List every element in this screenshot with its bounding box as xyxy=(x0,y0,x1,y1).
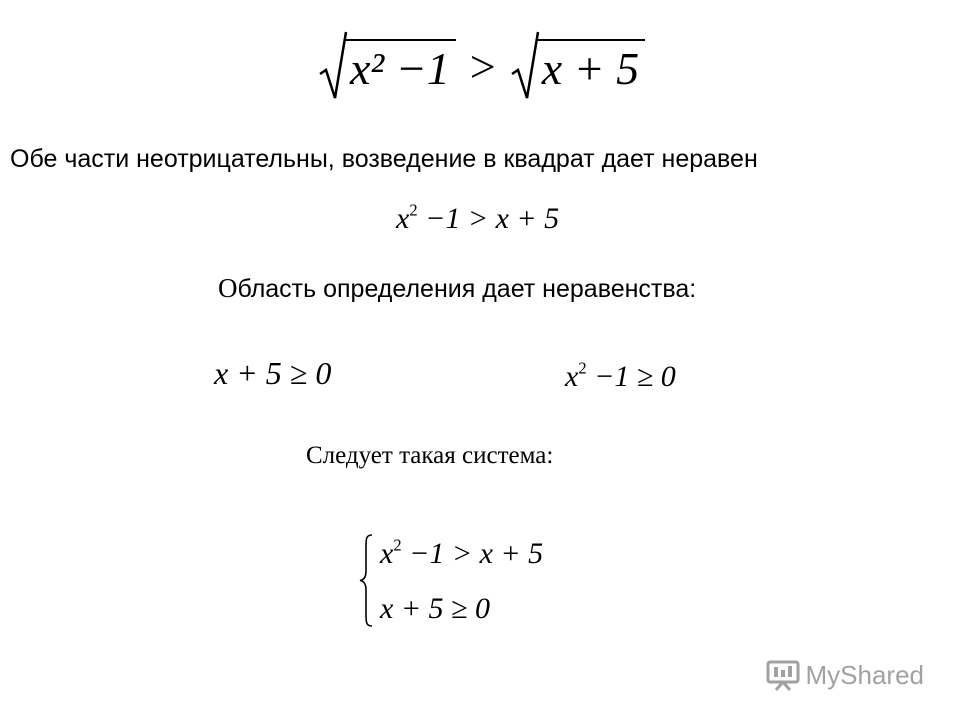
left-radical xyxy=(318,30,456,102)
variable-x: x xyxy=(380,537,394,570)
right-radical xyxy=(510,30,645,102)
explanation-squaring: Обе части неотрицательны, возведение в квадрат дает неравен xyxy=(10,145,758,173)
system-intro: Следует такая система: xyxy=(306,442,554,469)
domain-inequality-2 xyxy=(565,360,676,394)
inequality-rest: −1 ≥ 0 xyxy=(586,360,676,393)
watermark-label: MyShared xyxy=(805,659,924,690)
squared-inequality xyxy=(396,202,559,236)
radical-sign-icon xyxy=(318,30,348,102)
domain-inequality-1: x + 5 ≥ 0 xyxy=(214,355,332,391)
inequality-rest: −1 > x + 5 xyxy=(417,202,560,235)
first-letter: О xyxy=(218,273,238,303)
domain-explanation-text: бласть определения дает неравенства: xyxy=(237,275,697,303)
main-inequality xyxy=(318,26,645,106)
exponent: 2 xyxy=(393,535,402,555)
system-row-1 xyxy=(380,537,543,571)
domain-explanation xyxy=(218,273,696,304)
left-radicand: x² −1 xyxy=(346,39,456,93)
inequality-system xyxy=(358,533,543,628)
right-radicand: x + 5 xyxy=(538,39,645,93)
variable-x: x xyxy=(396,202,410,235)
exponent: 2 xyxy=(409,200,418,220)
radical-sign-icon xyxy=(510,30,540,102)
system-rows xyxy=(374,533,543,628)
watermark xyxy=(766,655,925,695)
exponent: 2 xyxy=(578,358,587,378)
inequality-rest: −1 > x + 5 xyxy=(401,537,544,570)
variable-x: x xyxy=(565,360,579,393)
curly-brace-icon xyxy=(358,533,374,628)
presentation-board-icon xyxy=(766,659,800,691)
system-row-2: x + 5 ≥ 0 xyxy=(380,592,491,625)
greater-than-operator: > xyxy=(469,40,496,92)
